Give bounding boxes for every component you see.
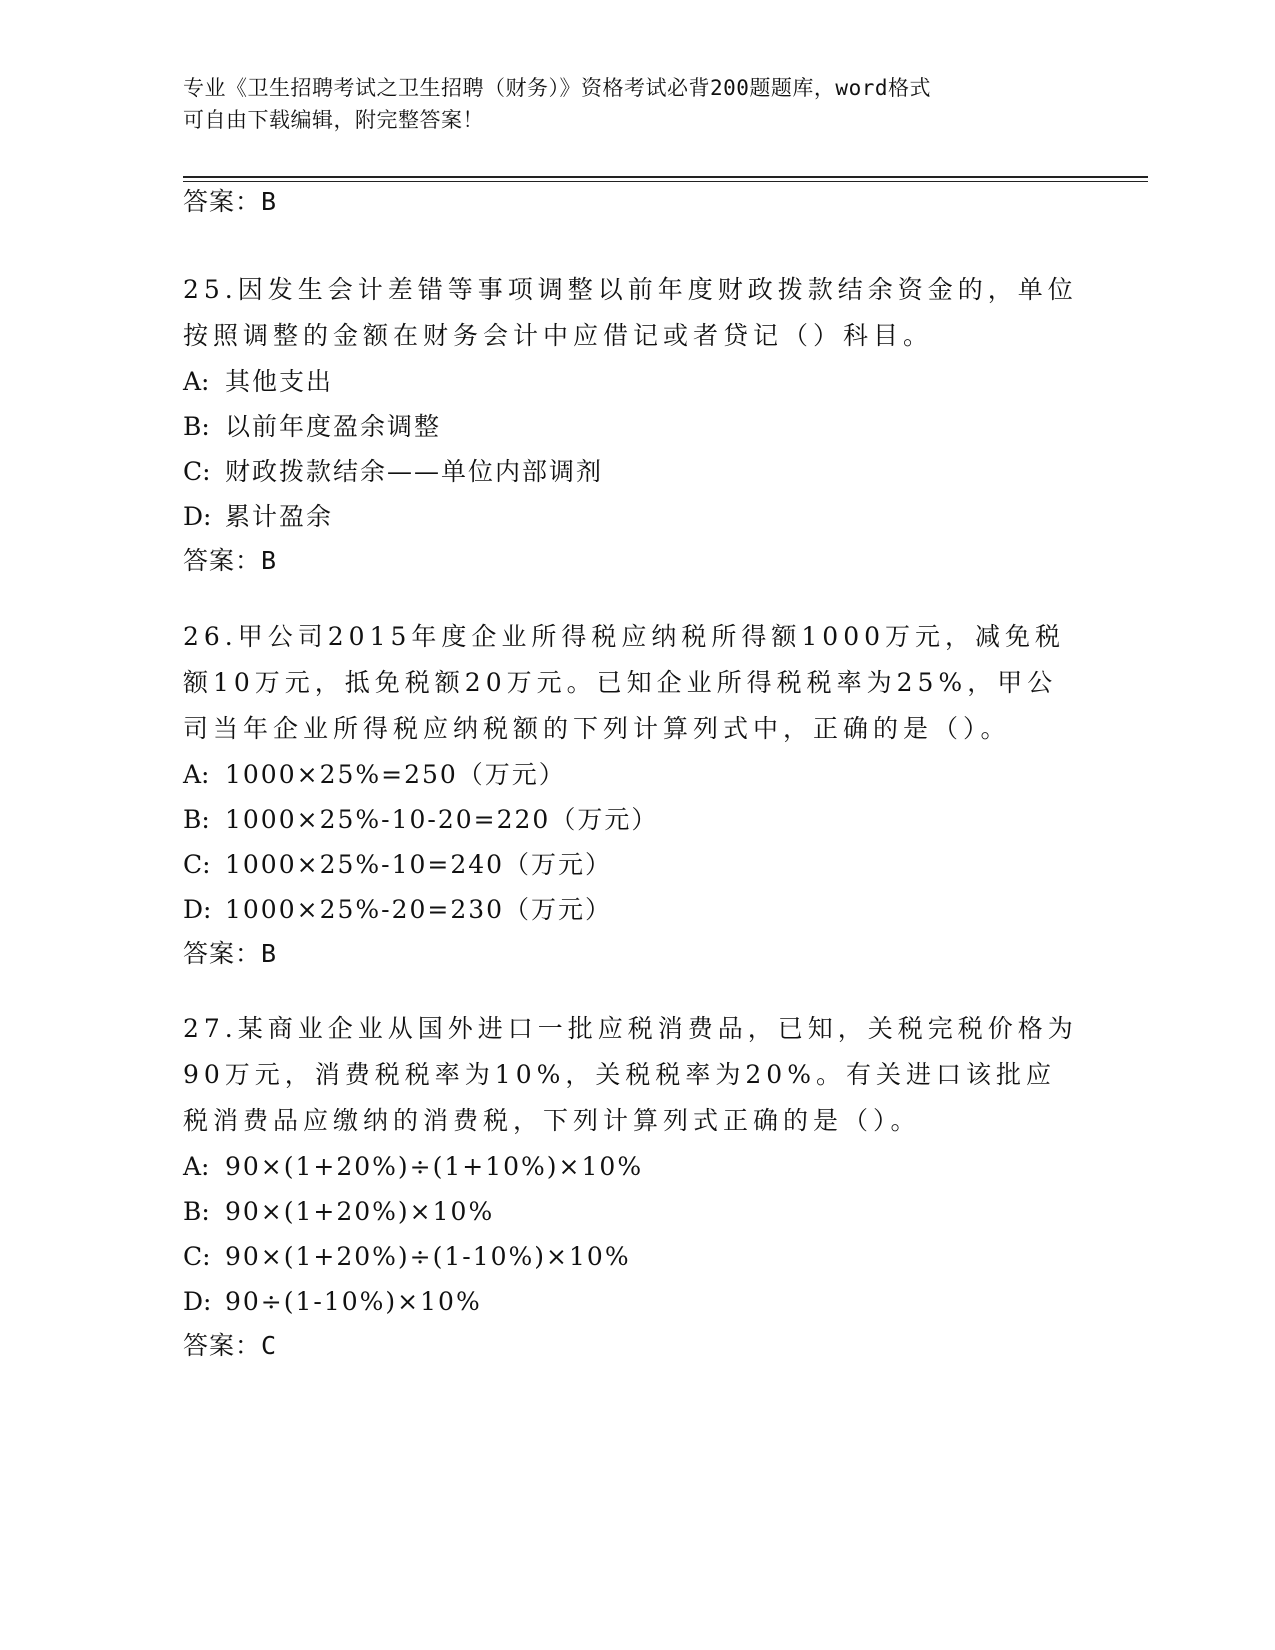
- previous-answer: 答案：B: [183, 187, 278, 216]
- option-text: 1000×25%=250（万元）: [225, 760, 566, 789]
- option-text: 1000×25%-10-20=220（万元）: [225, 805, 659, 834]
- option-letter: C:: [183, 1242, 211, 1271]
- question-stem: 27.某商业企业从国外进口一批应税消费品，已知，关税完税价格为90万元，消费税税率为10%，关税税率为20%。有关进口该批应税消费品应缴纳的消费税，下列计算列式正确的是（）。: [183, 1014, 1078, 1135]
- question-26: [183, 614, 1083, 976]
- option-letter: A:: [183, 367, 210, 396]
- option-letter: A:: [183, 760, 210, 789]
- header-line-2: 可自由下载编辑，附完整答案！: [183, 108, 484, 132]
- option-b: [183, 797, 1083, 842]
- option-c: [183, 1234, 1083, 1279]
- option-a: [183, 1144, 1083, 1189]
- answer-label: 答案：B: [183, 939, 278, 968]
- option-text: 以前年度盈余调整: [225, 412, 442, 441]
- option-text: 90×(1+20%)÷(1+10%)×10%: [225, 1152, 644, 1181]
- option-letter: B:: [183, 412, 210, 441]
- page-header: [183, 72, 1063, 136]
- option-text: 90×(1+20%)×10%: [225, 1197, 495, 1226]
- answer-label: 答案：C: [183, 1331, 278, 1360]
- option-letter: B:: [183, 805, 210, 834]
- question-stem: 25.因发生会计差错等事项调整以前年度财政拨款结余资金的，单位按照调整的金额在财务会计中应借记或者贷记（）科目。: [183, 275, 1078, 350]
- option-b: [183, 404, 1083, 449]
- question-stem: 26.甲公司2015年度企业所得税应纳税所得额1000万元，减免税额10万元，抵免税额20万元。已知企业所得税税率为25%，甲公司当年企业所得税应纳税额的下列计算列式中，正确的是（）。: [183, 622, 1066, 743]
- option-c: [183, 842, 1083, 887]
- option-text: 1000×25%-10=240（万元）: [225, 850, 613, 879]
- header-divider-thin: [183, 181, 1148, 182]
- option-text: 90÷(1-10%)×10%: [225, 1287, 482, 1316]
- option-a: [183, 359, 1083, 404]
- option-d: [183, 494, 1083, 539]
- option-text: 累计盈余: [225, 502, 334, 531]
- option-text: 其他支出: [225, 367, 334, 396]
- option-a: [183, 752, 1083, 797]
- question-25: [183, 267, 1083, 583]
- option-letter: B:: [183, 1197, 210, 1226]
- option-b: [183, 1189, 1083, 1234]
- option-d: [183, 887, 1083, 932]
- option-letter: D:: [183, 502, 212, 531]
- option-d: [183, 1279, 1083, 1324]
- option-letter: D:: [183, 1287, 212, 1316]
- option-letter: C:: [183, 850, 211, 879]
- header-line-1: 专业《卫生招聘考试之卫生招聘（财务）》资格考试必背200题题库，word格式: [183, 76, 931, 100]
- option-letter: D:: [183, 895, 212, 924]
- option-text: 财政拨款结余——单位内部调剂: [225, 457, 604, 486]
- option-letter: A:: [183, 1152, 210, 1181]
- option-c: [183, 449, 1083, 494]
- answer-label: 答案：B: [183, 546, 278, 575]
- option-letter: C:: [183, 457, 211, 486]
- header-divider-thick: [183, 176, 1148, 178]
- option-text: 1000×25%-20=230（万元）: [225, 895, 613, 924]
- option-text: 90×(1+20%)÷(1-10%)×10%: [225, 1242, 631, 1271]
- question-27: [183, 1006, 1083, 1368]
